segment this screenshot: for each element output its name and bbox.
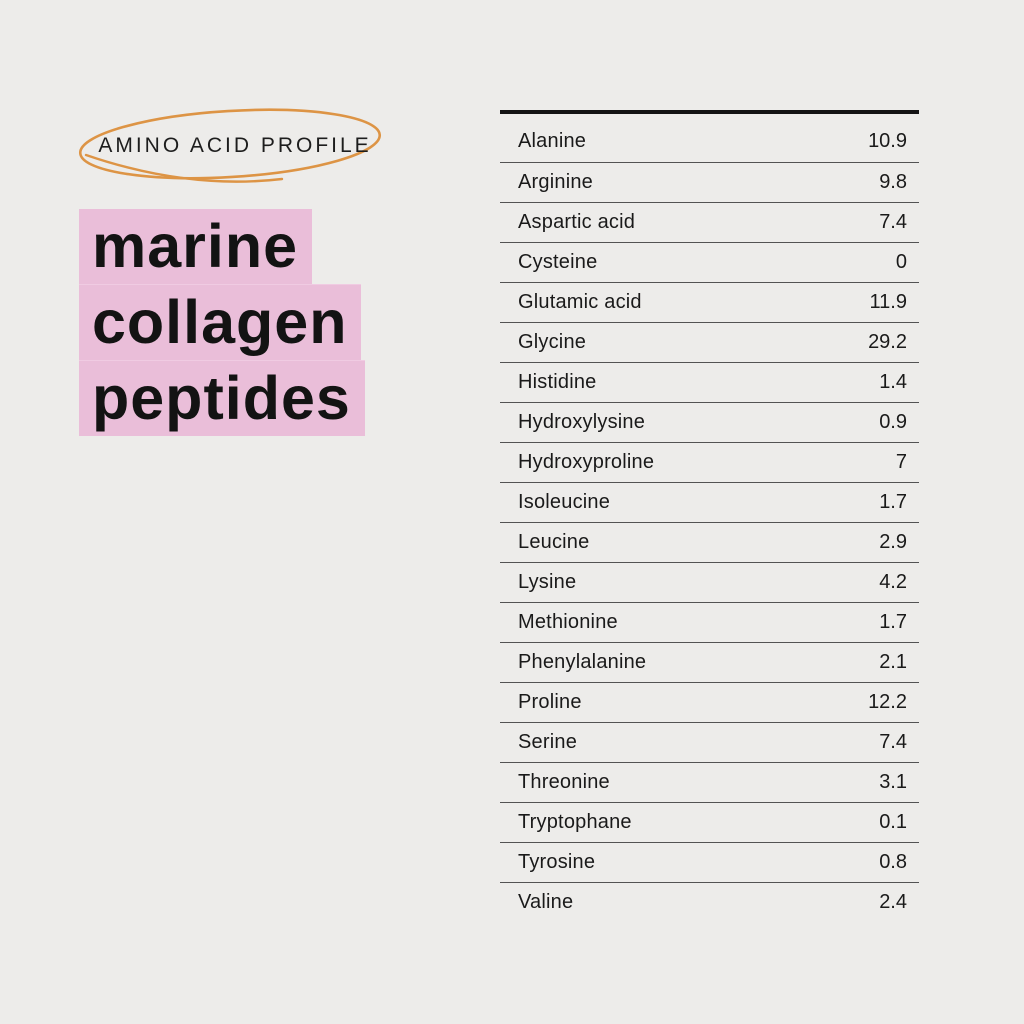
table-row [500, 522, 919, 562]
amino-value: 1.7 [879, 491, 907, 513]
product-title-line-3: peptides [79, 360, 365, 436]
table-row [500, 242, 919, 282]
amino-name: Hydroxylysine [518, 411, 646, 433]
badge [70, 98, 400, 194]
amino-value: 7.4 [879, 211, 907, 233]
amino-value: 0.1 [879, 811, 907, 833]
table-row [500, 162, 919, 202]
amino-value: 7 [895, 451, 907, 473]
amino-name: Histidine [518, 371, 597, 393]
amino-value: 12.2 [868, 691, 907, 713]
table-row [500, 282, 919, 322]
amino-name: Lysine [518, 571, 577, 593]
table-row [500, 802, 919, 842]
amino-name: Isoleucine [518, 491, 611, 513]
amino-value: 1.4 [879, 371, 907, 393]
table-row [500, 722, 919, 762]
amino-name: Tyrosine [518, 851, 596, 873]
amino-value: 2.4 [879, 891, 907, 913]
table-row [500, 602, 919, 642]
amino-name: Aspartic acid [518, 211, 636, 233]
amino-value: 11.9 [869, 291, 907, 313]
amino-name: Phenylalanine [518, 651, 647, 673]
amino-name: Glycine [518, 331, 587, 353]
table-row [500, 642, 919, 682]
table-row [500, 482, 919, 522]
badge-label: AMINO ACID PROFILE [98, 134, 372, 157]
amino-value: 2.1 [879, 651, 907, 673]
amino-name: Leucine [518, 531, 590, 553]
amino-value: 7.4 [879, 731, 907, 753]
product-title-line-1: marine [79, 209, 312, 284]
amino-value: 4.2 [879, 571, 907, 593]
table-row [500, 562, 919, 602]
table-row [500, 882, 919, 922]
product-title [79, 209, 365, 436]
amino-name: Serine [518, 731, 578, 753]
table-row [500, 402, 919, 442]
amino-name: Hydroxyproline [518, 451, 655, 473]
table-row [500, 842, 919, 882]
amino-value: 9.8 [879, 171, 907, 193]
amino-value: 1.7 [879, 611, 907, 633]
table-row [500, 442, 919, 482]
table-row [500, 762, 919, 802]
table-row [500, 682, 919, 722]
amino-name: Alanine [518, 130, 587, 152]
amino-value: 29.2 [868, 331, 907, 353]
amino-name: Valine [518, 891, 574, 913]
amino-value: 0 [895, 251, 907, 273]
amino-value: 0.8 [879, 851, 907, 873]
amino-acid-table [500, 110, 919, 922]
amino-name: Glutamic acid [518, 291, 642, 313]
amino-value: 3.1 [879, 771, 907, 793]
amino-name: Methionine [518, 611, 618, 633]
amino-value: 0.9 [879, 411, 907, 433]
amino-name: Cysteine [518, 251, 598, 273]
amino-name: Arginine [518, 171, 593, 193]
amino-name: Threonine [518, 771, 610, 793]
table-row [500, 202, 919, 242]
amino-value: 2.9 [879, 531, 907, 553]
amino-name: Proline [518, 691, 582, 713]
table-row [500, 114, 919, 162]
table-row [500, 362, 919, 402]
table-row [500, 322, 919, 362]
amino-name: Tryptophane [518, 811, 632, 833]
amino-value: 10.9 [868, 130, 907, 152]
amino-table-rows [500, 114, 919, 922]
product-title-line-2: collagen [79, 284, 361, 360]
